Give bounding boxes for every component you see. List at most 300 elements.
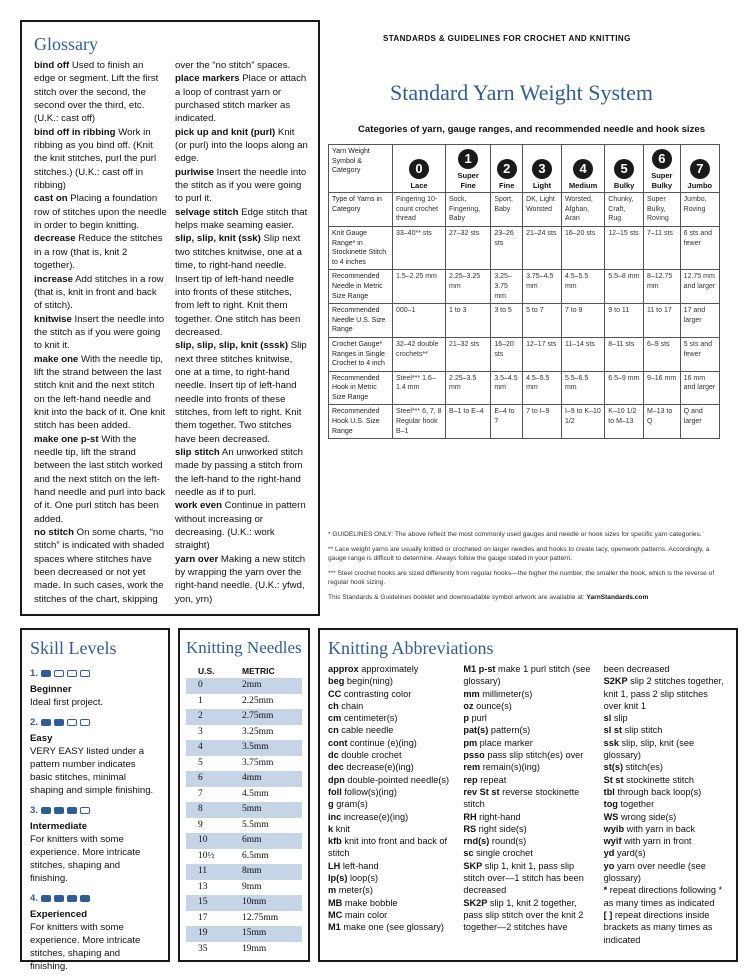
abbreviation-term: cm [328, 713, 342, 724]
yarn-table-cell: Jumbo, Roving [680, 193, 719, 227]
abbreviation-meaning: place marker [479, 737, 533, 748]
glossary-entry [34, 232, 167, 272]
skill-level-number [30, 716, 160, 729]
yarn-row-label: Recommended Hook in Metric Size Range [329, 371, 393, 405]
skill-level-description: Ideal first project. [30, 697, 104, 708]
yarn-weight-cell [561, 145, 604, 193]
yarn-table-cell: 9–16 mm [643, 371, 680, 405]
glossary-term: purlwise [175, 166, 214, 178]
abbreviation-meaning: slip 2 stitches together, knit 1, pass 2 slip stitches over knit 1 [603, 676, 724, 711]
yarn-table-header-row [329, 145, 720, 193]
abbreviation-meaning: make one (see glossary) [343, 922, 444, 933]
skill-level-name: Intermediate [30, 821, 88, 832]
yarn-weight-name: Light [532, 180, 552, 190]
glossary-definition: Making a new stitch by wrapping the yarn over the right-hand needle. (U.K.: yfwd, yon, yrn) [175, 553, 306, 605]
abbreviation-entry [328, 724, 457, 736]
abbreviation-meaning: slip 1, knit 1, pass slip stitch over—1 stitch has been decreased [463, 860, 584, 896]
abbreviation-meaning: decrease(e)(ing) [346, 762, 414, 773]
yarn-table-cell: 3.25–3.75 mm [491, 270, 523, 304]
abbreviation-term: dc [328, 750, 339, 761]
yarn-table-cell: 6 sts and fewer [680, 226, 719, 269]
abbreviation-term: SKP [463, 860, 483, 871]
glossary-definition: Placing a foundation row of stitches upon the needle in order to begin knitting. [34, 193, 167, 232]
glossary-term: cast on [34, 193, 68, 205]
abbreviation-entry [604, 774, 728, 786]
abbreviation-meaning: slip stitch [624, 725, 663, 736]
abbreviation-entry [328, 860, 457, 872]
yarn-table-cell: 16 mm and larger [680, 371, 719, 405]
yarn-weight-name: Medium [568, 180, 598, 190]
abbreviation-term: rev St st [463, 786, 500, 797]
abbreviation-meaning: with yarn in front [624, 836, 692, 847]
abbreviation-term: * [603, 885, 608, 896]
abbreviation-entry [604, 675, 728, 712]
yarn-weight-7-icon: 7 [690, 159, 710, 179]
glossary-entry [34, 313, 167, 353]
yarnstandards-link[interactable]: YarnStandards.com [586, 594, 649, 601]
glossary-title: Glossary [34, 34, 98, 54]
abbreviation-term: mm [463, 688, 480, 699]
needle-us-size: 35 [198, 943, 208, 954]
abbreviation-entry [604, 823, 728, 835]
yarn-table-cell: DK, Light Worsted [523, 193, 562, 227]
abbreviation-term: sc [463, 848, 474, 859]
abbreviation-entry [604, 737, 728, 762]
yarn-table-cell: 7–11 sts [643, 226, 680, 269]
glossary-definition: Insert the needle into the stitch as if you were going to knit it. [34, 313, 165, 352]
yarn-weight-name: Super Fine [457, 171, 479, 190]
yarn-table-cell: 32–42 double crochets** [393, 337, 446, 371]
abbreviation-meaning: pass slip stitch(es) over [487, 750, 584, 761]
yarn-table-cell: 16–20 sts [561, 226, 604, 269]
abbreviation-entry [463, 823, 597, 835]
glossary-term: make one p-st [34, 433, 99, 445]
abbreviation-entry [463, 688, 597, 700]
glossary-definition: An unworked stitch made by passing a stitch from the left-hand to the right-hand needle as if to purl. [175, 446, 303, 498]
skill-level-description: For knitters with some experience. More intricate stitches, shaping and finishing. [30, 922, 141, 972]
glossary-entry [175, 206, 308, 233]
abbreviation-meaning: main color [344, 909, 388, 920]
yarn-weight-cell [680, 145, 719, 193]
needle-row [186, 864, 302, 880]
abbreviation-entry [463, 835, 597, 847]
glossary-term: decrease [34, 233, 76, 245]
yarn-weight-0-icon: 0 [409, 159, 429, 179]
skill-level-name: Easy [30, 733, 53, 744]
abbreviation-term: WS [603, 811, 619, 822]
abbreviation-meaning: chain [341, 700, 364, 711]
abbreviation-entry [463, 860, 597, 897]
abbreviations-column-1 [328, 663, 457, 946]
yarn-weight-3-icon: 3 [532, 159, 552, 179]
glossary-term: slip, slip, slip, knit (sssk) [175, 340, 289, 352]
knitting-needles-panel [178, 628, 310, 962]
abbreviation-term: cn [328, 725, 339, 736]
abbreviation-entry [463, 761, 597, 773]
abbreviation-meaning: with yarn in back [626, 823, 696, 834]
abbreviation-entry [328, 835, 457, 860]
skill-bar-icon [54, 719, 64, 726]
abbreviation-entry [463, 847, 597, 859]
glossary-definition: Add stitches in a row (that is, knit in front and back of stitch). [34, 273, 164, 312]
glossary-term: no stitch [34, 527, 74, 539]
abbreviation-term: foll [328, 786, 342, 797]
glossary-entry [175, 72, 308, 125]
yarn-weight-name: Fine [498, 180, 515, 190]
yarn-table-cell: 17 and larger [680, 304, 719, 338]
abbreviation-meaning: meter(s) [338, 885, 373, 896]
abbreviation-term: M1 p-st [463, 664, 496, 674]
yarn-table-cell: 12.75 mm and larger [680, 270, 719, 304]
abbreviation-term: kfb [328, 836, 342, 847]
needle-us-size: 19 [198, 928, 208, 938]
abbreviation-meaning: single crochet [476, 848, 533, 859]
yarn-table-cell: 3 to 5 [491, 304, 523, 338]
glossary-definition: Reduce the stitches in a row (that is, knit 2 together). [34, 233, 163, 272]
abbreviation-meaning: been decreased [603, 664, 670, 674]
needle-metric-size: 2.25mm [242, 695, 274, 706]
abbreviation-meaning: slip 1, knit 2 together, pass slip stitch over the knit 2 together—2 stitches have [463, 897, 584, 933]
glossary-column-2 [175, 59, 308, 606]
skill-level-name: Beginner [30, 684, 72, 695]
abbreviation-term: pat(s) [463, 725, 489, 736]
standards-top-label: STANDARDS & GUIDELINES FOR CROCHET AND KNITTING [383, 34, 631, 43]
needle-row [186, 678, 302, 694]
standards-title: Standard Yarn Weight System [390, 80, 654, 105]
glossary-term: yarn over [175, 553, 219, 565]
needle-table-header [186, 664, 302, 678]
glossary-term: work even [175, 500, 222, 512]
abbreviation-term: ssk [603, 737, 619, 748]
glossary-entry [175, 553, 308, 606]
skill-bar-icon [54, 670, 64, 677]
yarn-weight-5-icon: 5 [614, 159, 634, 179]
yarn-table-cell: Steel*** 6, 7, 8 Regular hook B–1 [393, 405, 446, 439]
abbreviation-term: RS [463, 823, 477, 834]
abbreviation-term: tog [603, 799, 618, 810]
abbreviation-term: RH [463, 811, 477, 822]
skill-level-number [30, 892, 160, 905]
abbreviation-meaning: pattern(s) [490, 725, 531, 736]
glossary-term: slip, slip, knit (ssk) [175, 233, 261, 245]
needle-row [186, 926, 302, 942]
yarn-weight-name: Super Bulky [651, 171, 673, 190]
abbreviation-term: k [328, 823, 334, 834]
skill-level-description: VERY EASY listed under a pattern number indicates basic stitches, minimal shaping and simple finishing. [30, 746, 154, 796]
standards-notes [328, 530, 728, 608]
glossary-definition: With the needle tip, lift the strand between the last stitch knit and the next stitch on the left-hand needle and knit into the back of it. One knit stitch has been added. [34, 353, 166, 432]
abbreviation-term: ch [328, 700, 339, 711]
skill-bar-icon [67, 807, 77, 814]
abbreviation-term: lp(s) [328, 873, 348, 884]
needle-metric-size: 9mm [242, 881, 262, 892]
skill-level-description: For knitters with some experience. More intricate stitches, shaping and finishing. [30, 834, 141, 884]
glossary-entry [175, 499, 308, 552]
abbreviation-meaning: double crochet [341, 750, 402, 761]
abbreviation-entry [604, 798, 728, 810]
abbreviations-column-2 [463, 663, 597, 946]
abbreviation-meaning: through back loop(s) [617, 786, 702, 797]
yarn-table-cell: 1.5–2.25 mm [393, 270, 446, 304]
abbreviation-entry [463, 749, 597, 761]
glossary-definition: With the needle tip, lift the strand between the last stitch worked and the next stitch on the left-hand needle and purl into back of it. One purl stitch has been added. [34, 433, 166, 525]
abbreviation-term: LH [328, 860, 341, 871]
abbreviation-meaning: slip, slip, knit (see glossary) [603, 737, 695, 761]
yarn-table-cell: 6.5–9 mm [605, 371, 644, 405]
abbreviation-term: M1 [328, 922, 341, 933]
yarn-table-cell: Fingering 10-count crochet thread [393, 193, 446, 227]
yarn-table-cell: I–9 to K–10 1/2 [561, 405, 604, 439]
glossary-definition: Continue in pattern without increasing or decreasing. (U.K.: work straight) [175, 500, 306, 552]
glossary-definition: Work in ribbing as you bind off. (Knit the knit stitches, purl the purl stitches.) (U.K.: cast off in ribbing) [34, 126, 157, 192]
yarn-table-row [329, 226, 720, 269]
standards-section [328, 20, 738, 616]
abbreviation-entry [328, 823, 457, 835]
yarn-weight-table [328, 144, 720, 439]
abbreviation-meaning: remain(s)(ing) [482, 762, 540, 773]
abbreviation-entry [604, 909, 728, 946]
yarn-table-row [329, 193, 720, 227]
yarn-weight-6-icon: 6 [652, 149, 672, 169]
needle-row [186, 694, 302, 710]
needle-row [186, 895, 302, 911]
needle-row [186, 740, 302, 756]
yarn-weight-cell [523, 145, 562, 193]
abbreviation-meaning: gram(s) [336, 799, 368, 810]
abbreviation-term: st(s) [603, 762, 624, 773]
yarn-table-cell: Super Bulky, Roving [643, 193, 680, 227]
glossary-term: bind off [34, 60, 70, 71]
needle-metric-size: 2mm [242, 680, 262, 690]
abbreviation-term: dpn [328, 774, 345, 785]
abbreviation-meaning: knit into front and back of stitch [328, 836, 447, 859]
skill-bar-icon [41, 895, 51, 902]
abbreviation-entry [604, 663, 728, 675]
skill-level [30, 716, 160, 797]
needle-metric-size: 3.5mm [242, 742, 269, 752]
yarn-table-cell: 2.25–3.25 mm [445, 270, 490, 304]
yarn-table-row [329, 304, 720, 338]
abbreviation-entry [463, 663, 597, 688]
yarn-table-cell: 8–11 sts [605, 337, 644, 371]
needle-row [186, 942, 302, 958]
skill-level-number [30, 804, 160, 817]
glossary-definition: Place or attach a loop of contrast yarn or purchased stitch marker as indicated. [175, 73, 307, 125]
yarn-table-cell: 2.25–3.5 mm [445, 371, 490, 405]
yarn-table-cell: 21–32 sts [445, 337, 490, 371]
needle-metric-size: 19mm [242, 943, 267, 954]
skill-level-list [30, 667, 160, 973]
abbreviation-term: rep [463, 774, 478, 785]
needle-us-size: 9 [198, 819, 203, 830]
abbreviation-meaning: millimeter(s) [482, 688, 533, 699]
note-steel: *** Steel crochet hooks are sized differently from regular hooks—the higher the number, the smaller the hook, which is the reverse of regular hook sizing. [328, 570, 715, 586]
yarn-weight-cell [393, 145, 446, 193]
abbreviation-term: [ ] [603, 909, 613, 920]
abbreviation-meaning: right side(s) [478, 823, 527, 834]
yarn-table-cell: Sock, Fingering, Baby [445, 193, 490, 227]
abbreviation-term: CC [328, 688, 342, 699]
needle-row [186, 756, 302, 772]
needle-us-size: 4 [198, 742, 203, 752]
yarn-row-label: Recommended Needle in Metric Size Range [329, 270, 393, 304]
needle-row [186, 787, 302, 803]
yarn-table-cell: 12–17 sts [523, 337, 562, 371]
abbreviation-entry [328, 811, 457, 823]
needle-metric-size: 8mm [242, 866, 262, 876]
skill-level-name: Experienced [30, 909, 88, 920]
abbreviation-meaning: together [620, 799, 655, 810]
glossary-entry [34, 433, 167, 526]
glossary-term: slip stitch [175, 446, 220, 458]
yarn-table-cell: 4.5–5.5 mm [523, 371, 562, 405]
glossary-term: selvage stitch [175, 206, 239, 218]
needle-us-size: 10½ [198, 850, 215, 861]
yarn-table-cell: 4.5–5.5 mm [561, 270, 604, 304]
yarn-table-cell: M–13 to Q [643, 405, 680, 439]
abbreviation-term: MC [328, 909, 343, 920]
glossary-panel [20, 20, 320, 616]
yarn-row-label: Recommended Hook U.S. Size Range [329, 405, 393, 439]
needle-us-size: 17 [198, 912, 208, 923]
abbreviation-entry [328, 897, 457, 909]
needle-metric-size: 4mm [242, 773, 262, 783]
glossary-definition: Edge stitch that helps make seaming easier. [175, 206, 308, 232]
glossary-entry [175, 126, 308, 166]
skill-bar-icon [67, 895, 77, 902]
abbreviation-term: inc [328, 811, 342, 822]
skill-bar-icon [41, 807, 51, 814]
yarn-table-cell: K–10 1/2 to M–13 [605, 405, 644, 439]
yarn-weight-1-icon: 1 [458, 149, 478, 169]
abbreviation-entry [328, 675, 457, 687]
glossary-definition: Knit (or purl) into the loops along an edge. [175, 126, 308, 165]
needle-us-size: 1 [198, 695, 203, 706]
glossary-definition: On some charts, “no stitch” is indicated with shaded spaces where stitches have been decreased or not yet made. In such cases, work the stitches of the chart, skipping [34, 527, 165, 605]
abbreviations-column-3 [604, 663, 728, 946]
abbreviation-meaning: approximately [361, 664, 419, 674]
abbreviation-entry [328, 749, 457, 761]
abbreviation-term: rnd(s) [463, 836, 490, 847]
yarn-table-cell: 8–12.75 mm [643, 270, 680, 304]
needle-row [186, 802, 302, 818]
needle-us-size: 3 [198, 726, 203, 737]
needle-us-size: 2 [198, 711, 203, 721]
yarn-row-label: Recommended Needle U.S. Size Range [329, 304, 393, 338]
needle-table-body [186, 678, 302, 957]
yarn-table-cell: 27–32 sts [445, 226, 490, 269]
yarn-weight-4-icon: 4 [573, 159, 593, 179]
abbreviation-term: tbl [603, 786, 615, 797]
abbreviation-entry [604, 860, 728, 885]
yarn-table-row [329, 371, 720, 405]
glossary-entry [175, 339, 308, 446]
abbreviation-meaning: purl [471, 713, 487, 724]
glossary-definition: Slip next three stitches knitwise, one at a time, to right-hand needle. Insert tip of left-hand needle into fronts of these stitches, from left to right. Knit them together. Two stitches have been decreased. [175, 340, 307, 445]
abbreviation-meaning: centimeter(s) [343, 713, 398, 724]
abbreviation-entry [328, 884, 457, 896]
yarn-table-cell: E–4 to 7 [491, 405, 523, 439]
glossary-term: place markers [175, 73, 240, 85]
glossary-term: make one [34, 353, 79, 365]
needle-row [186, 849, 302, 865]
needle-row [186, 771, 302, 787]
skill-bar-icon [80, 719, 90, 726]
yarn-table-cell: 11 to 17 [643, 304, 680, 338]
abbreviation-meaning: left-hand [342, 860, 379, 871]
abbreviation-entry [463, 774, 597, 786]
abbreviation-term: wyif [603, 836, 622, 847]
abbreviation-entry [328, 688, 457, 700]
yarn-table-cell: 21–24 sts [523, 226, 562, 269]
abbreviation-meaning: cable needle [341, 725, 394, 736]
yarn-weight-cell [491, 145, 523, 193]
needle-row [186, 709, 302, 725]
needle-metric-size: 6mm [242, 835, 262, 845]
glossary-entry [34, 59, 167, 126]
abbreviation-term: pm [463, 737, 478, 748]
abbreviation-meaning: continue (e)(ing) [349, 737, 417, 748]
needle-us-size: 11 [198, 866, 208, 876]
glossary-entry [175, 166, 308, 206]
yarn-table-cell: 6–9 sts [643, 337, 680, 371]
skill-bar-icon [67, 719, 77, 726]
abbreviation-entry [463, 897, 597, 934]
needle-metric-size: 3.25mm [242, 726, 274, 737]
needle-metric-size: 5.5mm [242, 819, 269, 830]
skill-bar-icon [41, 719, 51, 726]
yarn-table-cell: B–1 to E–4 [445, 405, 490, 439]
knitting-needles-title: Knitting Needles [186, 638, 302, 657]
abbreviation-term: yd [603, 848, 615, 859]
skill-bar-icon [80, 670, 90, 677]
skill-levels-title: Skill Levels [30, 638, 117, 658]
abbreviation-meaning: stockinette stitch [626, 774, 695, 785]
glossary-entry [34, 192, 167, 232]
abbreviation-entry [463, 786, 597, 811]
abbreviation-term: p [463, 713, 469, 724]
glossary-term: knitwise [34, 313, 72, 325]
needle-metric-size: 2.75mm [242, 711, 274, 721]
yarn-weight-cell [445, 145, 490, 193]
abbreviation-entry [328, 921, 457, 933]
glossary-column-1 [34, 59, 167, 606]
skill-levels-panel [20, 628, 170, 972]
yarn-weight-name: Bulky [613, 180, 635, 190]
abbreviation-meaning: stitch(es) [625, 762, 663, 773]
abbreviation-entry [328, 774, 457, 786]
abbreviation-meaning: make bobble [344, 897, 398, 908]
needle-row [186, 833, 302, 849]
abbreviation-term: yo [603, 860, 615, 871]
abbreviation-term: beg [328, 676, 345, 687]
glossary-definition: over the “no stitch” spaces. [175, 60, 291, 71]
abbreviation-term: SK2P [463, 897, 488, 908]
glossary-definition: Slip next two stitches knitwise, one at a time, to right-hand needle. Insert tip of left-hand needle into fronts of these stitches, from left to right. Knit them together. One stitch has been decreased. [175, 233, 302, 338]
needle-metric-size: 12.75mm [242, 912, 279, 923]
abbreviation-meaning: make 1 purl stitch (see glossary) [463, 664, 591, 687]
needle-us-size: 13 [198, 881, 208, 892]
abbreviation-entry [328, 712, 457, 724]
glossary-entry [34, 526, 167, 606]
abbreviation-entry [604, 811, 728, 823]
needle-row [186, 911, 302, 927]
abbreviation-meaning: right-hand [479, 811, 521, 822]
needle-us-size: 15 [198, 897, 208, 907]
skill-level-index: 4. [30, 893, 39, 904]
abbreviation-term: psso [463, 750, 485, 761]
abbreviation-meaning: begin(ning) [346, 676, 393, 687]
